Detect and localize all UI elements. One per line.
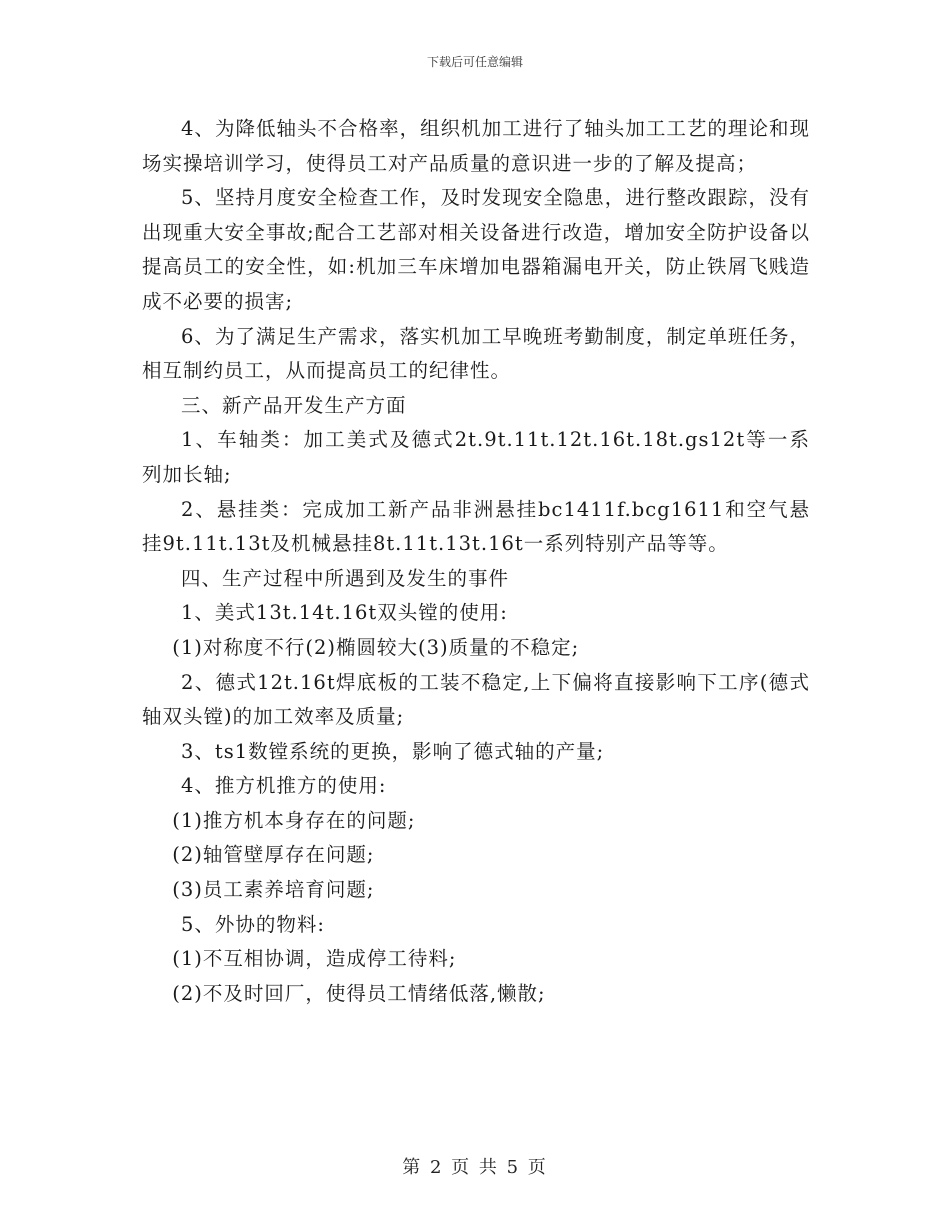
paragraph-event-3: 3、ts1数镗系统的更换，影响了德式轴的产量; [181,739,605,763]
paragraph-event-2: 2、德式12t.16t焊底板的工装不稳定,上下偏将直接影响下工序(德式轴双头镗)的加工效率及质量; [142,670,810,729]
page-header: 下载后可任意编辑 [426,55,523,69]
paragraph-event-4-item-1: (1)推方机本身存在的问题; [172,808,416,832]
paragraph-axle-products: 1、车轴类：加工美式及德式2t.9t.11t.12t.16t.18t.gs12t等一系列加长轴; [142,428,810,486]
paragraph-event-1: 1、美式13t.14t.16t双头镗的使用: [181,601,508,625]
paragraph-event-5: 5、外协的物料: [181,912,325,936]
paragraph-event-4: 4、推方机推方的使用: [181,774,387,798]
paragraph-event-5-item-1: (1)不互相协调，造成停工待料; [172,947,457,971]
paragraph-event-4-item-2: (2)轴管壁厚存在问题; [172,843,375,867]
paragraph-item-4: 4、为降低轴头不合格率，组织机加工进行了轴头加工工艺的理论和现场实操培训学习，使得员工对产品质量的意识进一步的了解及提高； [142,117,810,175]
paragraph-event-4-item-3: (3)员工素养培育问题; [172,878,375,902]
document-body [142,112,810,1011]
paragraph-item-6: 6、为了满足生产需求，落实机加工早晚班考勤制度，制定单班任务，相互制约员工，从而提高员工的纪律性。 [142,324,810,383]
paragraph-event-1-details: (1)对称度不行(2)椭圆较大(3)质量的不稳定; [172,635,580,659]
paragraph-event-5-item-2: (2)不及时回厂，使得员工情绪低落,懒散; [172,981,546,1005]
section-heading-new-products: 三、新产品开发生产方面 [181,393,407,417]
page-number: 第 2 页 共 5 页 [402,1157,548,1178]
paragraph-suspension-products: 2、悬挂类：完成加工新产品非洲悬挂bc1411f.bcg1611和空气悬挂9t.11t.13t及机械悬挂8t.11t.13t.16t一系列特别产品等等。 [142,497,810,556]
paragraph-item-5: 5、坚持月度安全检查工作，及时发现安全隐患，进行整改跟踪，没有出现重大安全事故;配合工艺部对相关设备进行改造，增加安全防护设备以提高员工的安全性，如:机加三车床增加电器箱漏电开关，防止铁屑飞贱造成不必要的损害; [142,186,810,313]
section-heading-production-events: 四、生产过程中所遇到及发生的事件 [181,566,510,590]
